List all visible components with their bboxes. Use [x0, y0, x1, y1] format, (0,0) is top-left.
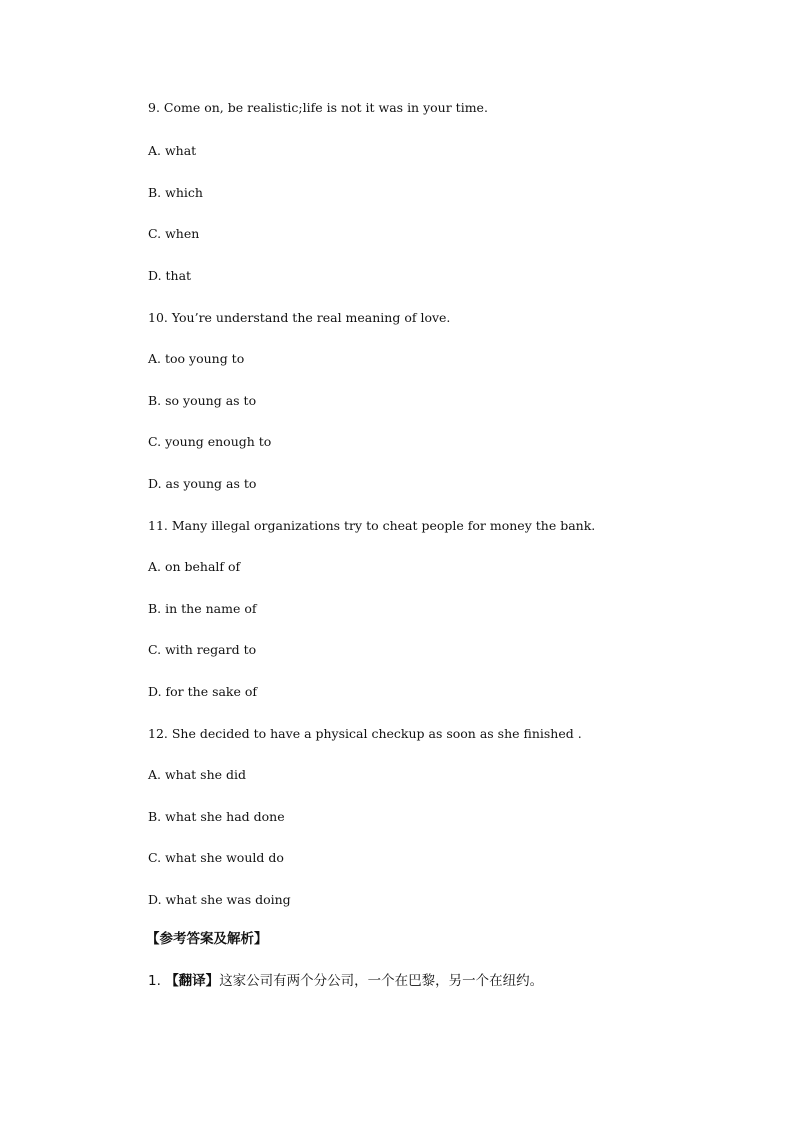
answer-item-1-label: 【翻译】 [165, 973, 220, 989]
question-11-option-a: A. on behalf of [148, 559, 241, 574]
question-10-option-b: B. so young as to [148, 393, 257, 408]
question-11-option-c: C. with regard to [148, 642, 257, 657]
question-9-stem: 9. Come on, be realistic;life is not it was in your time. [148, 100, 488, 115]
answer-item-1-number: 1. [148, 973, 161, 989]
question-11-stem: 11. Many illegal organizations try to cheat people for money the bank. [148, 518, 596, 533]
question-12-option-c: C. what she would do [148, 850, 284, 865]
question-9-option-d: D. that [148, 268, 192, 283]
question-11-option-d: D. for the sake of [148, 684, 258, 699]
answers-heading: 【参考答案及解析】 [146, 931, 268, 947]
answer-item-1 [148, 973, 543, 989]
question-10-stem: 10. You’re understand the real meaning of love. [148, 310, 451, 325]
question-12-stem: 12. She decided to have a physical checkup as soon as she finished . [148, 726, 582, 741]
question-10-option-d: D. as young as to [148, 476, 257, 491]
question-12-option-b: B. what she had done [148, 809, 285, 824]
question-9-option-c: C. when [148, 226, 200, 241]
question-11-option-b: B. in the name of [148, 601, 257, 616]
question-12-option-a: A. what she did [148, 767, 247, 782]
question-9-option-a: A. what [148, 143, 197, 158]
question-10-option-c: C. young enough to [148, 434, 272, 449]
answer-item-1-text: 这家公司有两个分公司，一个在巴黎，另一个在纽约。 [219, 973, 544, 989]
question-9-option-b: B. which [148, 185, 203, 200]
question-10-option-a: A. too young to [148, 351, 245, 366]
question-12-option-d: D. what she was doing [148, 892, 291, 907]
